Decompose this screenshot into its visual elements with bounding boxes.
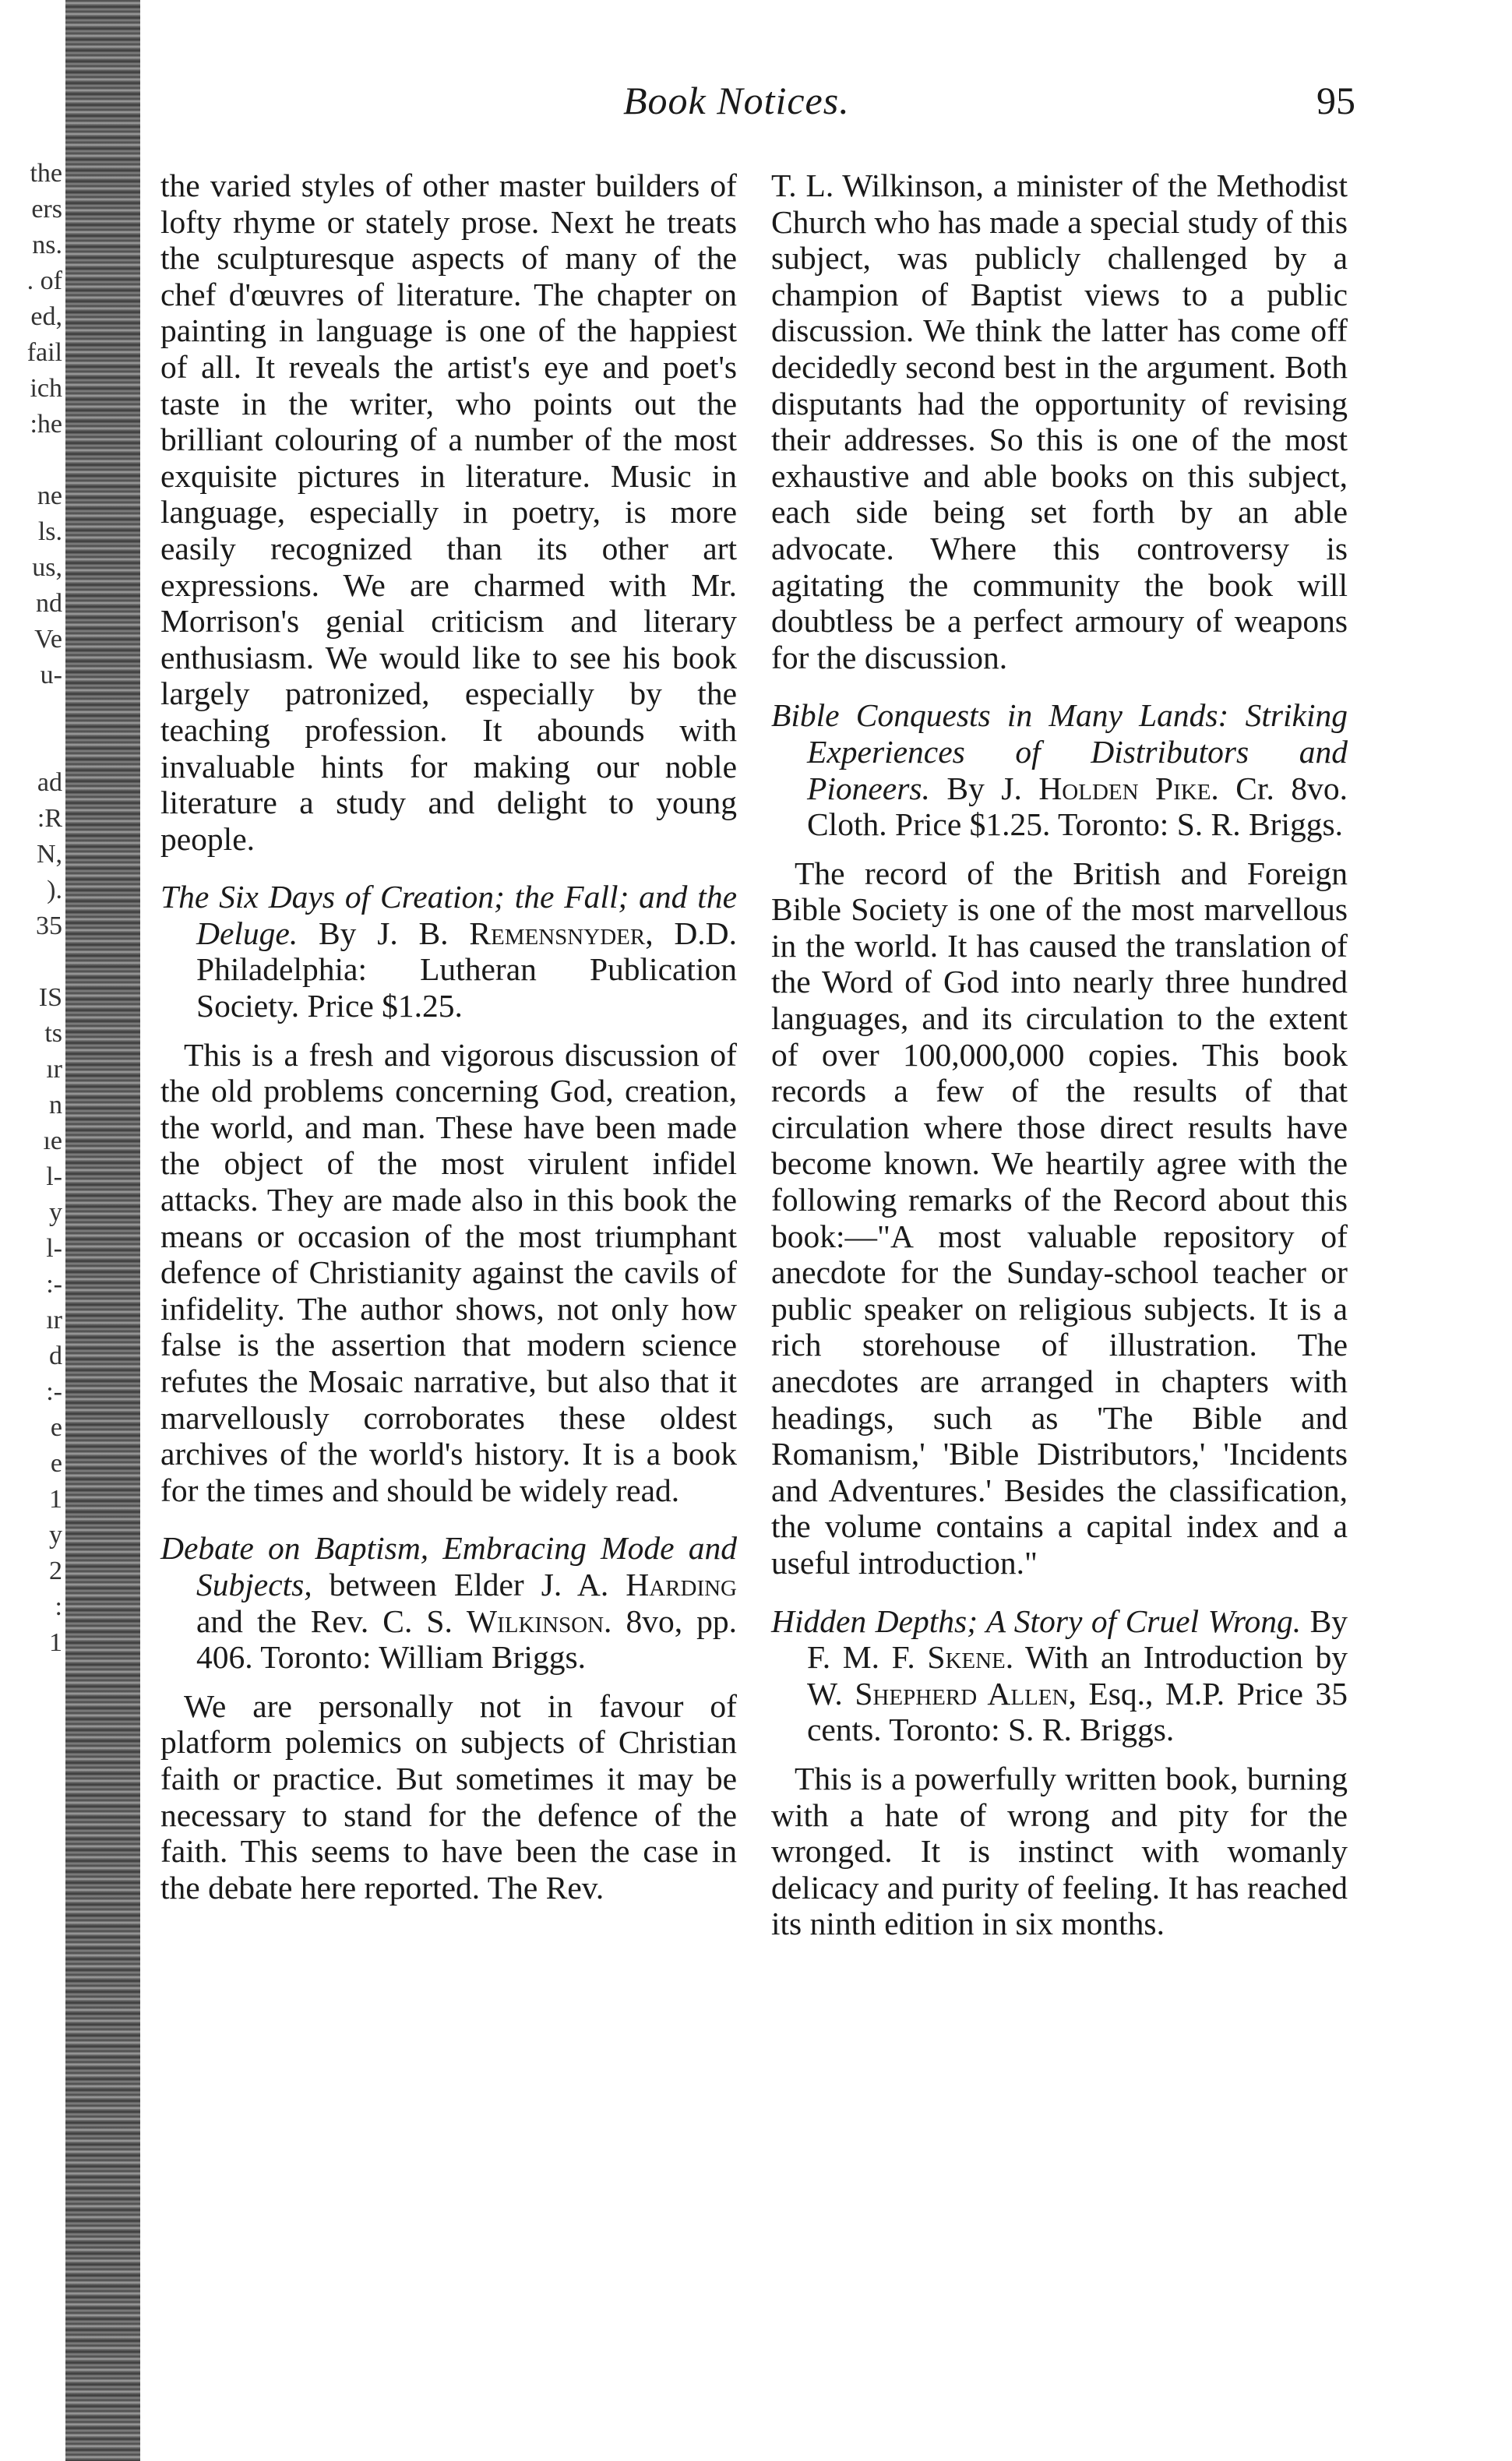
bleed-fragment: 1 [49, 1485, 62, 1514]
bleed-fragment: the [30, 159, 62, 188]
book-publication-info: Philadelphia: Lutheran Publication Society. Price $1.25. [196, 951, 737, 1024]
book-publication-info: Esq., M.P. Price 35 cents. Toronto: S. R. Briggs. [807, 1675, 1348, 1748]
left-column [160, 167, 737, 1906]
book-notice-debate-on-baptism [160, 1530, 737, 1906]
bleed-fragment: :- [46, 1270, 62, 1299]
bleed-fragment: y [49, 1198, 62, 1227]
bleed-fragment: 35 [36, 911, 62, 940]
bleed-fragment: :- [46, 1377, 62, 1406]
bleed-fragment: ). [47, 876, 62, 904]
book-review-text: The record of the British and Foreign Bible Society is one of the most marvellous in the world. It has caused the translation of the Word of God into nearly three hundred languages, and its circulation to the extent of over 100,000,000 copies. This book records a few of the results of that circulation where those direct results have become known. We heartily agree with the following remarks of the Record about this book:—"A most valuable repository of anecdote for the Sunday-school teacher or public speaker on religious subjects. It is a rich storehouse of illustration. The anecdotes are arranged in chapters with headings, such as 'The Bible and Romanism,' 'Bible Distributors,' 'Incidents and Adventures.' Besides the classification, the volume contains a capital index and a useful introduction." [771, 855, 1348, 1581]
bleed-fragment: . of [26, 266, 62, 295]
bleed-fragment: l- [46, 1162, 62, 1191]
book-review-text: This is a fresh and vigorous discussion of the old problems concerning God, creation, the world, and man. These have been made the object of the most virulent infidel attacks. They are made also in this book the means or occasion of the most triumphant defence of Christianity against the cavils of infidelity. The author shows, not only how false is the assertion that modern science refutes the Mosaic narrative, but also that it marvellously corroborates these oldest archives of the world's history. It is a book for the times and should be widely read. [160, 1036, 737, 1508]
running-header-title: Book Notices. [623, 79, 850, 122]
adjacent-page-bleed [0, 156, 62, 1661]
bleed-fragment: :R [37, 804, 62, 833]
right-column [771, 167, 1348, 1942]
book-review-text: We are personally not in favour of platform polemics on subjects of Christian faith or practice. But sometimes it may be necessary to stand for the defence of the faith. This seems to have been the case in the debate here reported. The Rev. [160, 1687, 737, 1906]
book-author: Holden Pike. [1038, 770, 1219, 806]
book-notice-bible-conquests [771, 697, 1348, 1581]
book-author: Remensnyder, D.D. [469, 915, 738, 951]
book-author: F. M. F. Skene. [807, 1639, 1014, 1676]
continued-review-text: T. L. Wilkinson, a minister of the Methodist Church who has made a special study of this subject, was publicly challenged by a champion of Baptist views to a public discussion. We think the latter has come off decidedly second best in the argument. Both disputants had the opportunity of revising their addresses. So this is one of the most exhaustive and able books on this subject, each side being set forth by an able advocate. Where this controversy is agitating the community the book will doubtless be a perfect armoury of weapons for the discussion. [771, 167, 1348, 675]
bleed-fragment: :he [30, 410, 62, 439]
continued-review-text: the varied styles of other master builders of lofty rhyme or stately prose. Next he treats the sculpturesque aspects of many of the chef d'œuvres of literature. The chapter on painting in language is one of the happiest of all. It reveals the artist's eye and poet's taste in the writer, who points out the brilliant colouring of a number of the most exquisite pictures in literature. Music in language, especially in poetry, is more easily recognized than its other art expressions. We are charmed with Mr. Morrison's genial criticism and literary enthusiasm. We would like to see his book largely patronized, especially by the teaching profession. It abounds with invaluable hints for making our noble literature a study and delight to young people. [160, 167, 737, 857]
bleed-fragment: 1 [49, 1628, 62, 1657]
bleed-fragment: ad [37, 768, 62, 797]
bleed-fragment: fail [26, 338, 62, 367]
bleed-fragment: Ve [34, 625, 62, 654]
bleed-fragment: n [49, 1091, 62, 1119]
book-notice-heading: Bible Conquests in Many Lands: Striking Experiences of Distributors and Pioneers. By J. Holden Pike. Cr. 8vo. Cloth. Price $1.25. Toronto: S. R. Briggs. [771, 697, 1348, 843]
bleed-fragment: ich [30, 374, 62, 403]
bleed-fragment: : [55, 1592, 62, 1621]
bleed-fragment: ıe [43, 1126, 62, 1155]
book-title: Bible Conquests in Many Lands: Striking Experiences of Distributors and Pioneers. [771, 697, 1348, 806]
book-notice-hidden-depths [771, 1603, 1348, 1942]
bleed-fragment: u- [40, 661, 62, 689]
bleed-fragment: e [50, 1449, 62, 1478]
bleed-fragment: l- [46, 1234, 62, 1263]
book-author: Harding [626, 1566, 737, 1602]
bleed-fragment: ns. [32, 231, 62, 259]
book-publication-info: 8vo, pp. 406. Toronto: William Briggs. [196, 1602, 738, 1676]
bleed-fragment: y [49, 1521, 62, 1550]
book-review-text: This is a powerfully written book, burning with a hate of wrong and pity for the wronged. It is instinct with womanly delicacy and purity of feeling. It has reached its ninth edition in six months. [771, 1760, 1348, 1942]
book-author: Shepherd Allen, [855, 1675, 1077, 1712]
binding-gutter [65, 0, 140, 2461]
bleed-fragment: nd [36, 589, 62, 618]
bleed-fragment [0, 693, 62, 729]
bleed-fragment: 2 [49, 1557, 62, 1585]
book-publication-info: Cr. 8vo. Cloth. Price $1.25. Toronto: S. R. Briggs. [807, 770, 1348, 843]
bleed-fragment [0, 442, 62, 478]
page-number: 95 [1316, 79, 1355, 122]
book-title: Hidden Depths; A Story of Cruel Wrong. [771, 1602, 1302, 1639]
bleed-fragment: IS [38, 983, 62, 1012]
bleed-fragment: ır [46, 1306, 62, 1335]
book-notice-six-days [160, 879, 737, 1508]
bleed-fragment [0, 729, 62, 765]
book-title: The Six Days of Creation; the Fall; and the Deluge. [160, 879, 737, 951]
bleed-fragment: ed, [30, 302, 62, 331]
bleed-fragment: ır [46, 1055, 62, 1084]
book-notice-heading: Debate on Baptism, Embracing Mode and Subjects, between Elder J. A. Harding and the Rev. C. S. Wilkinson. 8vo, pp. 406. Toronto: William Briggs. [160, 1530, 738, 1676]
bleed-fragment: ers [31, 195, 62, 224]
book-author: Wilkinson. [466, 1602, 612, 1639]
book-notice-heading: Hidden Depths; A Story of Cruel Wrong. By F. M. F. Skene. With an Introduction by W. Shepherd Allen, Esq., M.P. Price 35 cents. Toronto: S. R. Briggs. [771, 1602, 1348, 1748]
bleed-fragment: ts [44, 1019, 62, 1048]
book-title: Debate on Baptism, Embracing Mode and Subjects, [160, 1530, 737, 1602]
book-notice-heading: The Six Days of Creation; the Fall; and the Deluge. By J. B. Remensnyder, D.D. Philadelphia: Lutheran Publication Society. Price $1.25. [160, 879, 738, 1024]
bleed-fragment: ne [37, 481, 62, 510]
bleed-fragment: e [50, 1413, 62, 1442]
bleed-fragment: N, [36, 840, 62, 869]
bleed-fragment: d [49, 1342, 62, 1370]
bleed-fragment: us, [32, 553, 62, 582]
bleed-fragment [0, 944, 62, 980]
bleed-fragment: ls. [37, 517, 62, 546]
